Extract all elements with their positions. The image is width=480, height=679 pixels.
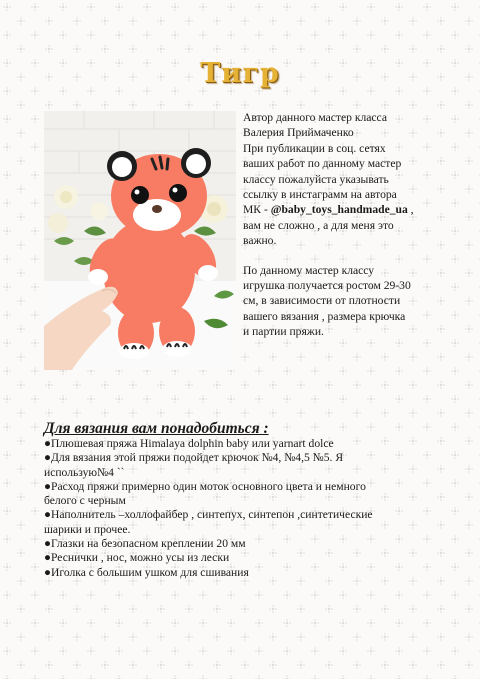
publish-suffix: , [407,203,414,217]
author-line: Автор данного мастер класса [243,111,387,124]
publish-line: важно. [243,234,277,248]
list-item: ●Реснички , нос, можно усы из лески [44,551,230,565]
publish-line: При публикации в соц. сетях [243,141,386,155]
intro-text [243,110,443,340]
publish-line-instagram [243,202,443,217]
materials-heading: Для вязания вам понадобиться : [44,420,269,437]
instagram-handle: @baby_toys_handmade_ua [270,203,408,217]
list-item: ●Для вязания этой пряжи подойдет крючок №4, №4,5 №5. Я использую№4 `` [44,451,344,479]
size-line: и партии пряжи. [243,325,324,339]
list-item: ●Наполнитель –холлофайбер , синтепух, синтепон ,синтетические шарики и прочее. [44,508,373,536]
list-item: ●Расход пряжи примерно один моток основного цвета и немного белого с черным [44,479,366,508]
author-name: Валерия Приймаченко [243,126,354,140]
tiger-photo [44,111,236,370]
list-item: ●Глазки на безопасном креплении 20 мм [44,537,246,551]
publish-line: вам не сложно , а для меня это [243,218,394,232]
materials-list [44,437,434,580]
list-item: ●Иголка с большим ушком для сшивания [44,565,249,579]
publish-line: ссылку в инстаграмм на автора [243,188,397,202]
page-title: Тигр [200,58,280,89]
size-line: По данному мастер классу [243,263,375,277]
list-item: ●Плюшевая пряжа Himalaya dolphin baby или yarnart dolce [44,437,334,450]
size-line: игрушка получается ростом 29-30 [243,279,411,293]
publish-prefix: МК - [243,203,271,217]
size-line: вашего вязания , размера крючка [243,309,406,323]
publish-line: классу пожалуйста указывать [243,172,389,186]
publish-line: ваших работ по данному мастер [243,157,402,171]
size-line: см, в зависимости от плотности [243,294,401,308]
